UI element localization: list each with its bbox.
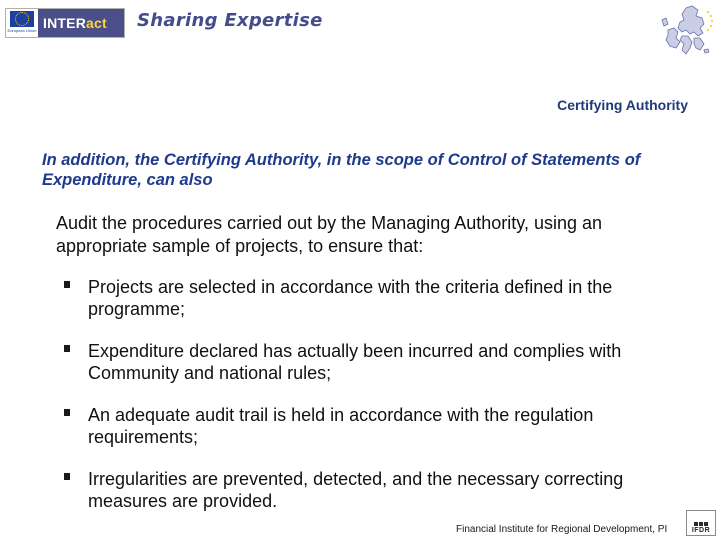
list-item: [64, 276, 684, 320]
logo-main-text: INTER: [43, 15, 86, 31]
intro-paragraph: In addition, the Certifying Authority, in the scope of Control of Statements of Expenditure, can also: [42, 151, 641, 189]
interact-logo: [5, 8, 125, 38]
interact-wordmark: [38, 9, 124, 37]
bullet-text: Irregularities are prevented, detected, and the necessary correcting measures are provided.: [88, 469, 624, 511]
europe-map-icon: [656, 2, 716, 62]
list-item: [64, 340, 684, 384]
footer-institute: Financial Institute for Regional Development, PI: [456, 524, 668, 535]
bullet-text: Projects are selected in accordance with the criteria defined in the programme;: [88, 277, 613, 319]
bullet-text: Expenditure declared has actually been incurred and complies with Community and national rules;: [88, 341, 622, 383]
lead-paragraph: Audit the procedures carried out by the Managing Authority, using an appropriate sample of projects, to ensure that:: [56, 213, 603, 256]
ifdr-logo: [686, 510, 716, 536]
flag-caption: European Union: [7, 28, 37, 33]
bullet-square-icon: [64, 473, 70, 480]
bullet-square-icon: [64, 409, 70, 416]
list-item: [64, 468, 684, 512]
bullet-list: [64, 276, 684, 532]
bullet-text: An adequate audit trail is held in accordance with the regulation requirements;: [88, 405, 594, 447]
ifdr-grid-icon: [694, 522, 708, 526]
list-item: [64, 404, 684, 448]
logo-accent-text: act: [86, 15, 107, 31]
tagline: Sharing Expertise: [137, 10, 323, 31]
bullet-square-icon: [64, 345, 70, 352]
ifdr-logo-text: IFDR: [691, 527, 711, 534]
eu-flag-icon: [6, 9, 38, 37]
bullet-square-icon: [64, 281, 70, 288]
section-title: Certifying Authority: [557, 97, 688, 113]
